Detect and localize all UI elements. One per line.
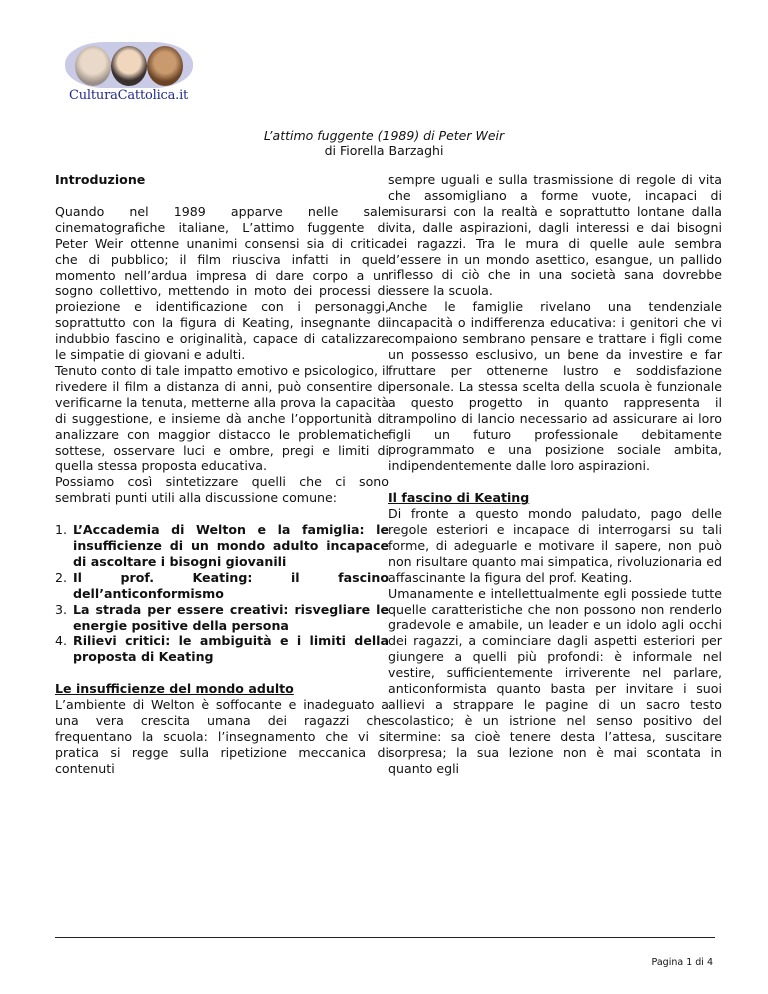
right-column (388, 172, 722, 777)
site-logo[interactable] (65, 42, 193, 104)
right-paragraph-2: Anche le famiglie rivelano una tendenziale incapacità o indifferenza educativa: i genitori che vi compaiono sembrano pensare e trattare i figli come un possesso esclusivo, un bene da investire e far fruttare per ottenerne lustro e soddisfazione personale. La stessa scelta della scuola è funzionale a questo progetto in quanto rappresenta il trampolino di lancio necessario ad assicurare ai loro figli un futuro professionale debitamente programmato e una posizione sociale ambita, indipendentemente dalle loro aspirazioni. (388, 299, 722, 474)
keating-paragraph-2: Umanamente e intellettualmente egli possiede tutte quelle caratteristiche che non possono non renderlo gradevole e amabile, un leader e un idolo agli occhi dei ragazzi, a cominciare dagli aspetti esteriori per giungere a quelli più profondi: è informale nel vestire, sufficientemente irriverente nel parlare, anticonformista quanto basta per invitare i suoi allievi a strappare le pagine di un sacro testo scolastico; è un istrione nel senso positivo del termine: sa cioè tenere desta l’attesa, suscitare sorpresa; la sua lezione non è mai scontata in quanto egli (388, 585, 722, 776)
document-header (0, 128, 768, 158)
keating-paragraph-1: Di fronte a questo mondo paludato, pago delle regole esteriori e incapace di interrogarsi su tali forme, di adeguarle e motivare il sapere, non può non risultare quanto mai simpatica, rivoluzionaria ed affascinante la figura del prof. Keating. (388, 506, 722, 585)
document-title: L’attimo fuggente (1989) di Peter Weir (263, 128, 505, 143)
topics-list (55, 522, 389, 665)
footer-divider (55, 937, 715, 938)
heading-fascino-keating: Il fascino di Keating (388, 490, 530, 506)
portrait-center (111, 46, 147, 86)
right-paragraph-1: sempre uguali e sulla trasmissione di regole di vita che assomigliano a forme vuote, incapaci di misurarsi con la realtà e soprattutto lontane dalla vita, dalle aspirazioni, dagli interessi e dai bisogni dei ragazzi. Tra le mura di quelle aule sembra d’essere in un mondo asettico, esangue, un pallido riflesso di ciò che in una società sana dovrebbe essere la scuola. (388, 172, 722, 299)
document-author: di Fiorella Barzaghi (324, 143, 444, 158)
intro-paragraph-1: Quando nel 1989 apparve nelle sale cinematografiche italiane, L’attimo fuggente di Peter Weir ottenne unanimi consensi sia di critica che di pubblico; il film riusciva infatti in quel momento nell’ardua impresa di dare corpo a un sogno collettivo, mettendo in moto dei processi di proiezione e identificazione con i personaggi, soprattutto con la figura di Keating, insegnante di indubbio fascino e originalità, capace di catalizzare le simpatie di giovani e adulti. (55, 203, 389, 363)
list-item: 4. Rilievi critici: le ambiguità e i limiti della proposta di Keating (55, 633, 389, 665)
page-number: Pagina 1 di 4 (651, 957, 713, 968)
list-item: 1. L’Accademia di Welton e la famiglia: le insufficienze di un mondo adulto incapace di ascoltare i bisogni giovanili (55, 522, 389, 569)
adult-paragraph: L’ambiente di Welton è soffocante e inadeguato a una vera crescita umana dei ragazzi che frequentano la scuola: l’insegnamento che vi si pratica si regge sulla ripetizione meccanica di contenuti (55, 697, 389, 776)
logo-text: CulturaCattolica.it (69, 88, 189, 103)
three-portraits-icon (65, 42, 193, 88)
left-column (55, 172, 389, 777)
portrait-right (147, 46, 183, 86)
portrait-left (75, 46, 111, 86)
intro-paragraph-3: Possiamo così sintetizzare quelli che ci sono sembrati punti utili alla discussione comune: (55, 474, 389, 506)
list-item: 3. La strada per essere creativi: risvegliare le energie positive della persona (55, 601, 389, 633)
heading-mondo-adulto: Le insufficienze del mondo adulto (55, 681, 294, 697)
list-item: 2. Il prof. Keating: il fascino dell’anticonformismo (55, 569, 389, 601)
intro-paragraph-2: Tenuto conto di tale impatto emotivo e psicologico, il rivedere il film a distanza di anni, può consentire di verificarne la tenuta, metterne alla prova la capacità di suggestione, e insieme dà anche l’opportunità di analizzare con maggior distacco le problematiche sottese, osservare luci e ombre, pregi e limiti di quella stessa proposta educativa. (55, 362, 389, 474)
heading-introduzione: Introduzione (55, 172, 146, 187)
